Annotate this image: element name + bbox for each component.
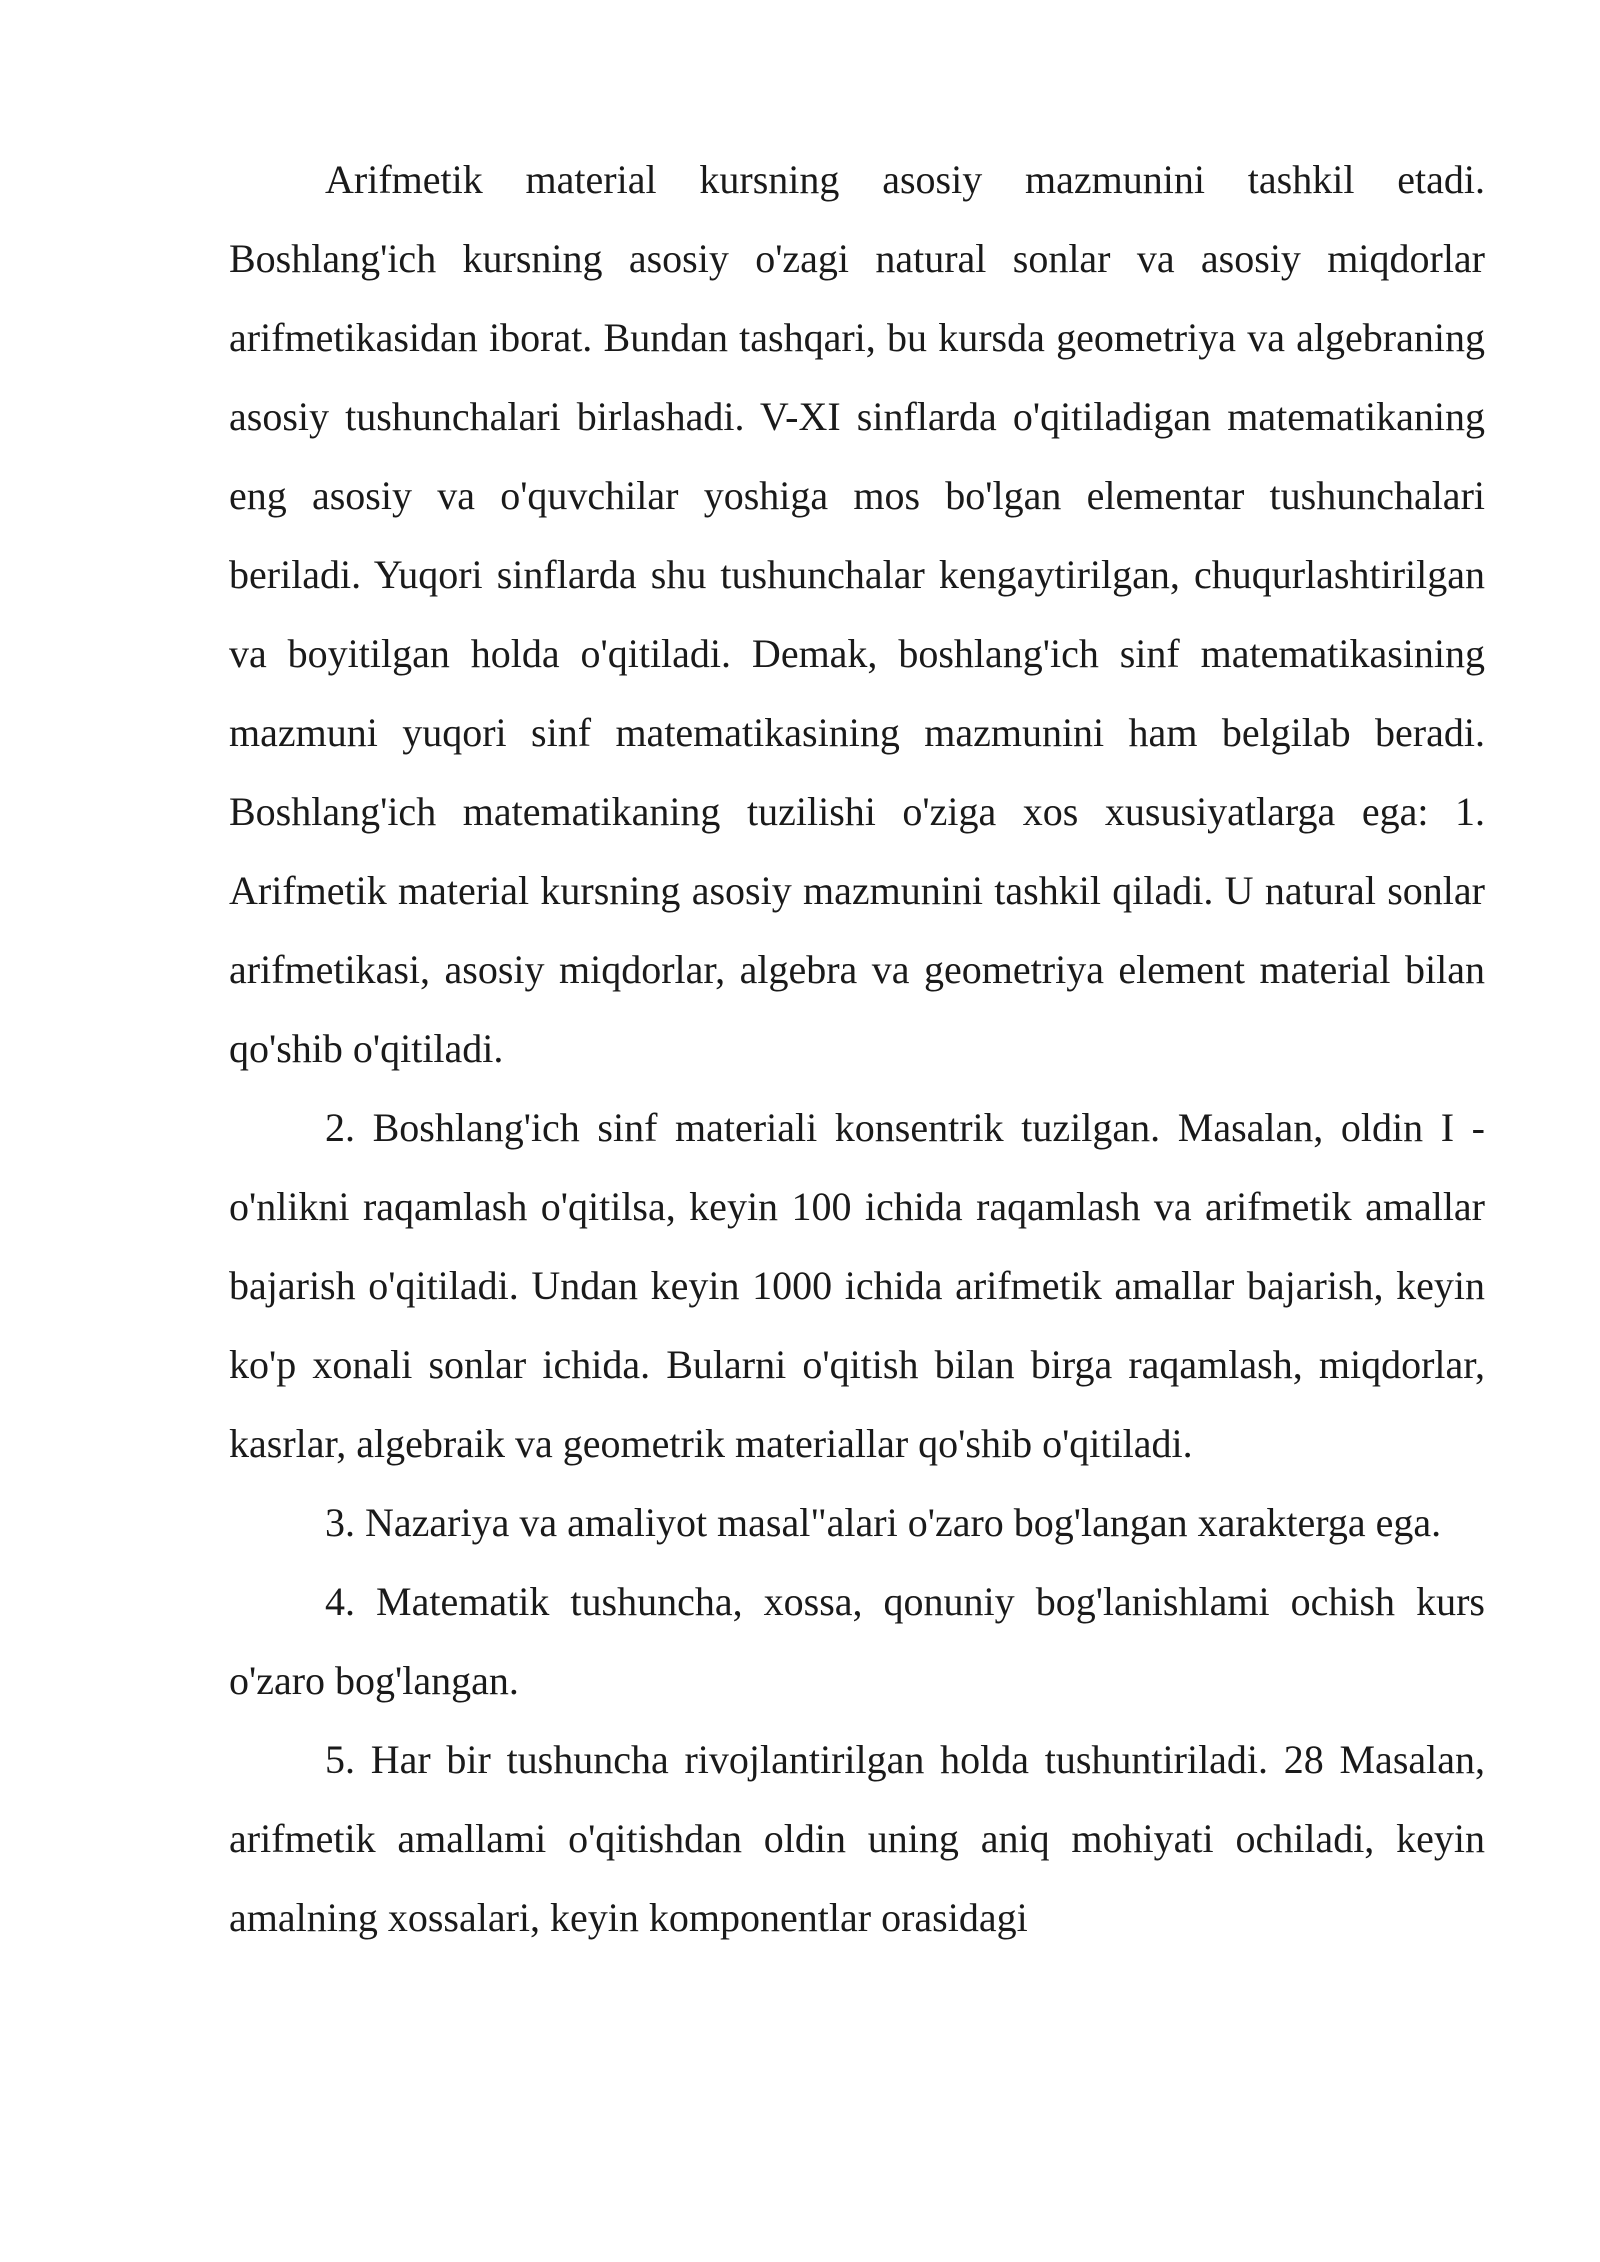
paragraph-3: 3. Nazariya va amaliyot masal"alari o'zaro bog'langan xarakterga ega. — [325, 1500, 1442, 1545]
paragraph-5: 5. Har bir tushuncha rivojlantirilgan holda tushuntiriladi. 28 Masalan, arifmetik amallami o'qitishdan oldin uning aniq mohiyati ochiladi, keyin amalning xossalari, keyin komponentlar orasidagi — [229, 1737, 1485, 1940]
paragraph-1: Arifmetik material kursning asosiy mazmunini tashkil etadi. Boshlang'ich kursning asosiy o'zagi natural sonlar va asosiy miqdorlar arifmetikasidan iborat. Bundan tashqari, bu kursda geometriya va algebraning asosiy tushunchalari birlashadi. V-XI sinflarda o'qitiladigan matematikaning eng asosiy va o'quvchilar yoshiga mos bo'lgan elementar tushunchalari beriladi. Yuqori sinflarda shu tushunchalar kengaytirilgan, chuqurlashtirilgan va boyitilgan holda o'qitiladi. Demak, boshlang'ich sinf matematikasining mazmuni yuqori sinf matematikasining mazmunini ham belgilab beradi. Boshlang'ich matematikaning tuzilishi o'ziga xos xususiyatlarga ega: 1. Arifmetik material kursning asosiy mazmunini tashkil qiladi. U natural sonlar arifmetikasi, asosiy miqdorlar, algebra va geometriya element material bilan qo'shib o'qitiladi. — [229, 157, 1485, 1071]
paragraph-2: 2. Boshlang'ich sinf materiali konsentrik tuzilgan. Masalan, oldin I - o'nlikni raqamlash o'qitilsa, keyin 100 ichida raqamlash va arifmetik amallar bajarish o'qitiladi. Undan keyin 1000 ichida arifmetik amallar bajarish, keyin ko'p xonali sonlar ichida. Bularni o'qitish bilan birga raqamlash, miqdorlar, kasrlar, algebraik va geometrik materiallar qo'shib o'qitiladi. — [229, 1105, 1485, 1466]
paragraph-4: 4. Matematik tushuncha, xossa, qonuniy bog'lanishlami ochish kurs o'zaro bog'langan. — [229, 1579, 1485, 1703]
body-text — [229, 140, 1485, 1957]
